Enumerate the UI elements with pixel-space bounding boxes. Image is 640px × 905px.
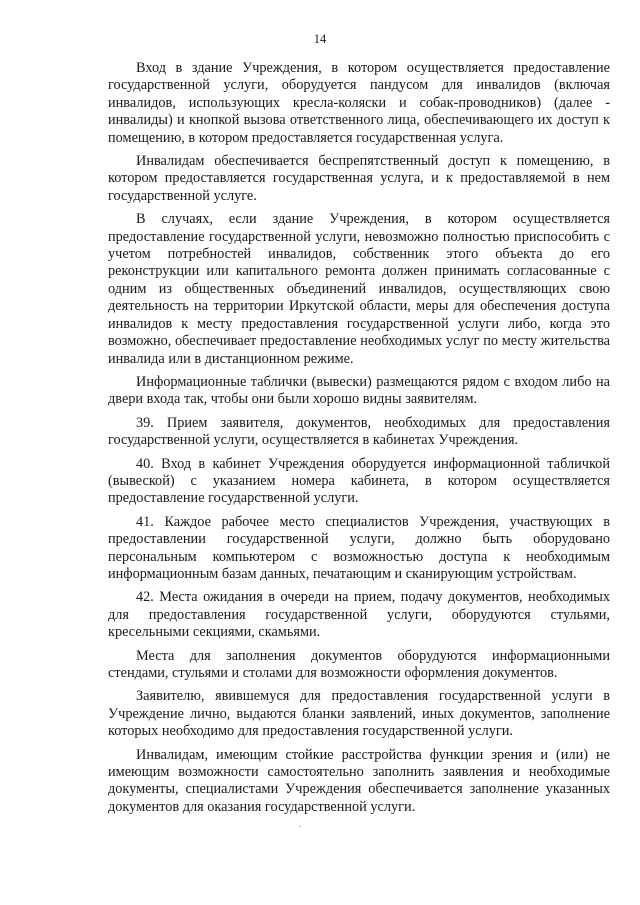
paragraph-item-39: 39. Прием заявителя, документов, необходимых для предоставления государственной услуги, осуществляется в кабинетах Учреждения. (108, 414, 610, 449)
scan-speck (299, 826, 301, 827)
page-number: 14 (313, 32, 327, 46)
paragraph-vision-impaired: Инвалидам, имеющим стойкие расстройства функции зрения и (или) не имеющим возможности самостоятельно заполнить заявления и необходимые документы, специалистами Учреждения обеспечивается заполнение указанных документов для оказания государственной услуги. (108, 746, 610, 815)
paragraph-item-40: 40. Вход в кабинет Учреждения оборудуется информационной табличкой (вывеской) с указанием номера кабинета, в котором осуществляется предоставление государственной услуги. (108, 455, 610, 507)
paragraph-item-41: 41. Каждое рабочее место специалистов Учреждения, участвующих в предоставлении государственной услуги, должно быть оборудовано персональным компьютером с возможностью доступа к необходимым информационным базам данных, печатающим и сканирующим устройствам. (108, 513, 610, 582)
paragraph-entrance-ramp: Вход в здание Учреждения, в котором осуществляется предоставление государственной услуги, оборудуется пандусом для инвалидов (включая инвалидов, использующих кресла-коляски и собак-проводников) (далее - инвалиды) и кнопкой вызова ответственного лица, обеспечивающего их доступ к помещению, в котором предоставляется государственная услуга. (108, 60, 610, 146)
paragraph-item-42: 42. Места ожидания в очереди на прием, подачу документов, необходимых для предоставления государственной услуги, оборудуются стульями, кресельными секциями, скамьями. (108, 589, 610, 641)
paragraph-disabled-access: Инвалидам обеспечивается беспрепятственный доступ к помещению, в котором предоставляется государственная услуга, и к предоставляемой в нем государственной услуге. (108, 153, 610, 204)
paragraph-info-signs: Информационные таблички (вывески) размещаются рядом с входом либо на двери входа так, чтобы они были хорошо видны заявителям. (108, 373, 610, 408)
paragraph-filling-places: Места для заполнения документов оборудуются информационными стендами, стульями и столами для возможности оформления документов. (108, 647, 610, 681)
paragraph-blank-forms: Заявителю, явившемуся для предоставления государственной услуги в Учреждение лично, выдаются бланки заявлений, иных документов, заполнение которых необходимо для предоставления государственной услуги. (108, 688, 610, 740)
document-body (108, 60, 610, 816)
paragraph-building-adaptation: В случаях, если здание Учреждения, в котором осуществляется предоставление государственной услуги, невозможно полностью приспособить с учетом потребностей инвалидов, собственник этого объекта до его реконструкции или капитального ремонта должен принимать согласованные с одним из общественных объединений инвалидов, осуществляющих свою деятельность на территории Иркутской области, меры для обеспечения доступа инвалидов к месту предоставления государственной услуги либо, когда это возможно, обеспечивает предоставление необходимых услуг по месту жительства инвалида или в дистанционном режиме. (108, 211, 610, 367)
